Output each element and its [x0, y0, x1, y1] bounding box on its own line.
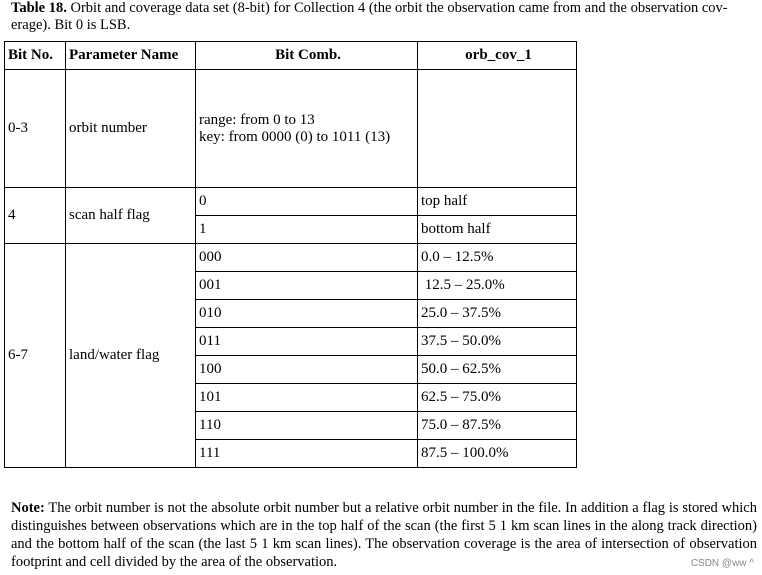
- header-bit-comb: Bit Comb.: [196, 42, 418, 70]
- land-value-cell: 37.5 – 50.0%: [418, 328, 577, 356]
- land-value-cell: 87.5 – 100.0%: [418, 440, 577, 468]
- table-row-scan-0: [5, 188, 577, 216]
- land-value-cell: 25.0 – 37.5%: [418, 300, 577, 328]
- orbit-value-cell: [418, 70, 577, 188]
- orbit-name-cell: orbit number: [66, 70, 196, 188]
- scan-comb-cell: 1: [196, 216, 418, 244]
- caption-text: Orbit and coverage data set (8-bit) for Collection 4 (the orbit the observation came from and the observation cov-erage). Bit 0 is LSB.: [11, 0, 728, 33]
- scan-comb-cell: 0: [196, 188, 418, 216]
- table-row-land-0: [5, 244, 577, 272]
- orbit-bit-cell: 0-3: [5, 70, 66, 188]
- table-header-row: [5, 42, 577, 70]
- caption-label: Table 18.: [11, 0, 67, 16]
- orbit-comb-line1: range: from 0 to 13: [199, 111, 315, 128]
- header-bit-no: Bit No.: [5, 42, 66, 70]
- note-label: Note:: [11, 500, 45, 516]
- land-name-cell: land/water flag: [66, 244, 196, 468]
- land-value-cell: 12.5 – 25.0%: [418, 272, 577, 300]
- land-value-cell: 75.0 – 87.5%: [418, 412, 577, 440]
- note-text: The orbit number is not the absolute orbit number but a relative orbit number in the file. In addition a flag is stored which distinguishes between observations which are in the top half of the scan (the first 5 1 km scan lines in the along track direction) and the bottom half of the scan (the last 5 1 km scan lines). The observation coverage is the area of intersection of observation footprint and cell divided by the area of the observation.: [11, 500, 757, 570]
- orbit-comb-line2: key: from 0000 (0) to 1011 (13): [199, 128, 391, 145]
- land-comb-cell: 111: [196, 440, 418, 468]
- scan-bit-cell: 4: [5, 188, 66, 244]
- land-value-cell: 62.5 – 75.0%: [418, 384, 577, 412]
- watermark: CSDN @ww ^: [690, 558, 754, 569]
- land-comb-cell: 100: [196, 356, 418, 384]
- header-parameter-name: Parameter Name: [66, 42, 196, 70]
- land-value-cell: 0.0 – 12.5%: [418, 244, 577, 272]
- land-comb-cell: 000: [196, 244, 418, 272]
- land-comb-cell: 010: [196, 300, 418, 328]
- scan-value-cell: bottom half: [418, 216, 577, 244]
- land-bit-cell: 6-7: [5, 244, 66, 468]
- orbit-comb-cell: [196, 70, 418, 188]
- bit-table: [4, 41, 577, 468]
- note-paragraph: [11, 499, 757, 571]
- land-value-cell: 50.0 – 62.5%: [418, 356, 577, 384]
- land-comb-cell: 001: [196, 272, 418, 300]
- table-caption: [11, 0, 756, 34]
- header-orb-cov: orb_cov_1: [418, 42, 577, 70]
- scan-value-cell: top half: [418, 188, 577, 216]
- land-comb-cell: 011: [196, 328, 418, 356]
- land-comb-cell: 110: [196, 412, 418, 440]
- land-comb-cell: 101: [196, 384, 418, 412]
- scan-name-cell: scan half flag: [66, 188, 196, 244]
- table-row-orbit: [5, 70, 577, 188]
